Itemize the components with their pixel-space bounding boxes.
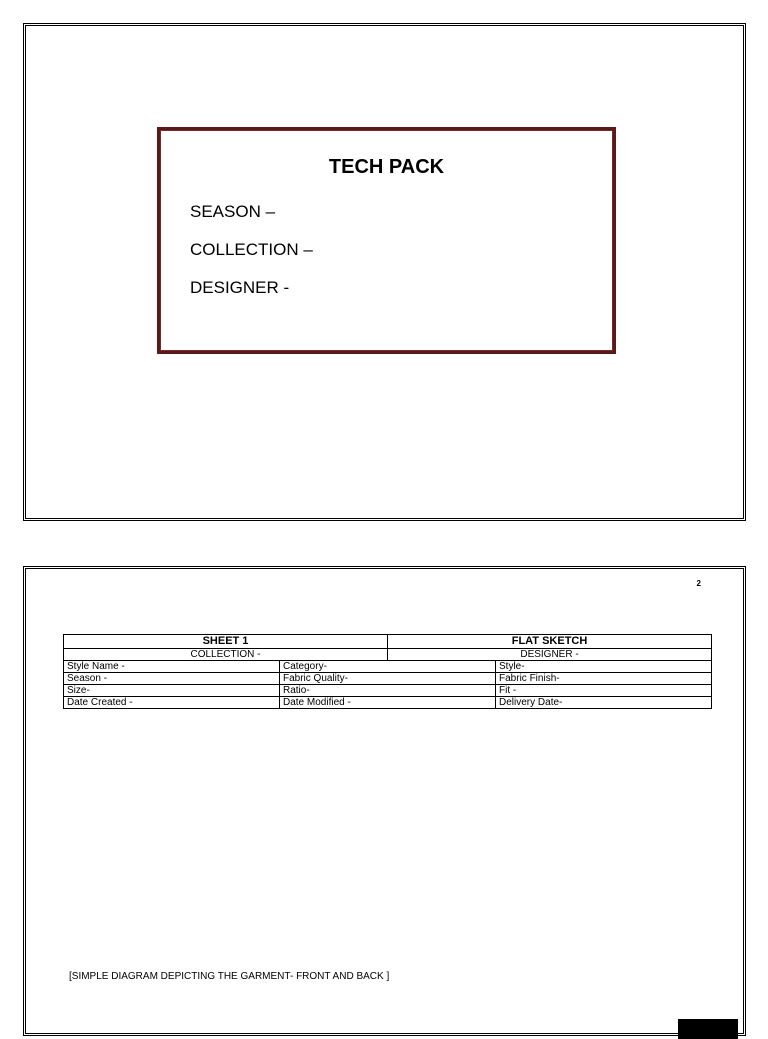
table-cell: Fabric Quality-	[280, 673, 496, 685]
table-header-row	[64, 635, 712, 649]
designer-cell: DESIGNER -	[388, 649, 712, 661]
sheet-page	[23, 566, 746, 1036]
table-cell: Category-	[280, 661, 496, 673]
collection-cell: COLLECTION -	[64, 649, 388, 661]
table-subheader-row	[64, 649, 712, 661]
diagram-caption: [SIMPLE DIAGRAM DEPICTING THE GARMENT- FRONT AND BACK ]	[69, 971, 390, 982]
cover-page	[23, 23, 746, 521]
table-cell: Fit -	[496, 685, 712, 697]
designer-label: DESIGNER -	[190, 278, 290, 297]
table-row	[64, 673, 712, 685]
table-cell: Date Created -	[64, 697, 280, 709]
table-row	[64, 661, 712, 673]
table-cell: Style-	[496, 661, 712, 673]
table-row	[64, 685, 712, 697]
sheet-title: SHEET 1	[64, 635, 388, 649]
spec-table	[63, 634, 712, 709]
collection-label: COLLECTION –	[190, 240, 313, 259]
table-cell: Style Name -	[64, 661, 280, 673]
title-box	[157, 127, 616, 354]
table-cell: Delivery Date-	[496, 697, 712, 709]
flat-sketch-title: FLAT SKETCH	[388, 635, 712, 649]
page-number: 2	[696, 579, 701, 588]
page-footer-tab	[678, 1019, 738, 1039]
table-cell: Ratio-	[280, 685, 496, 697]
table-cell: Season -	[64, 673, 280, 685]
tech-pack-title: TECH PACK	[328, 156, 445, 178]
season-label: SEASON –	[190, 202, 276, 221]
table-cell: Fabric Finish-	[496, 673, 712, 685]
table-row	[64, 697, 712, 709]
table-cell: Size-	[64, 685, 280, 697]
table-cell: Date Modified -	[280, 697, 496, 709]
